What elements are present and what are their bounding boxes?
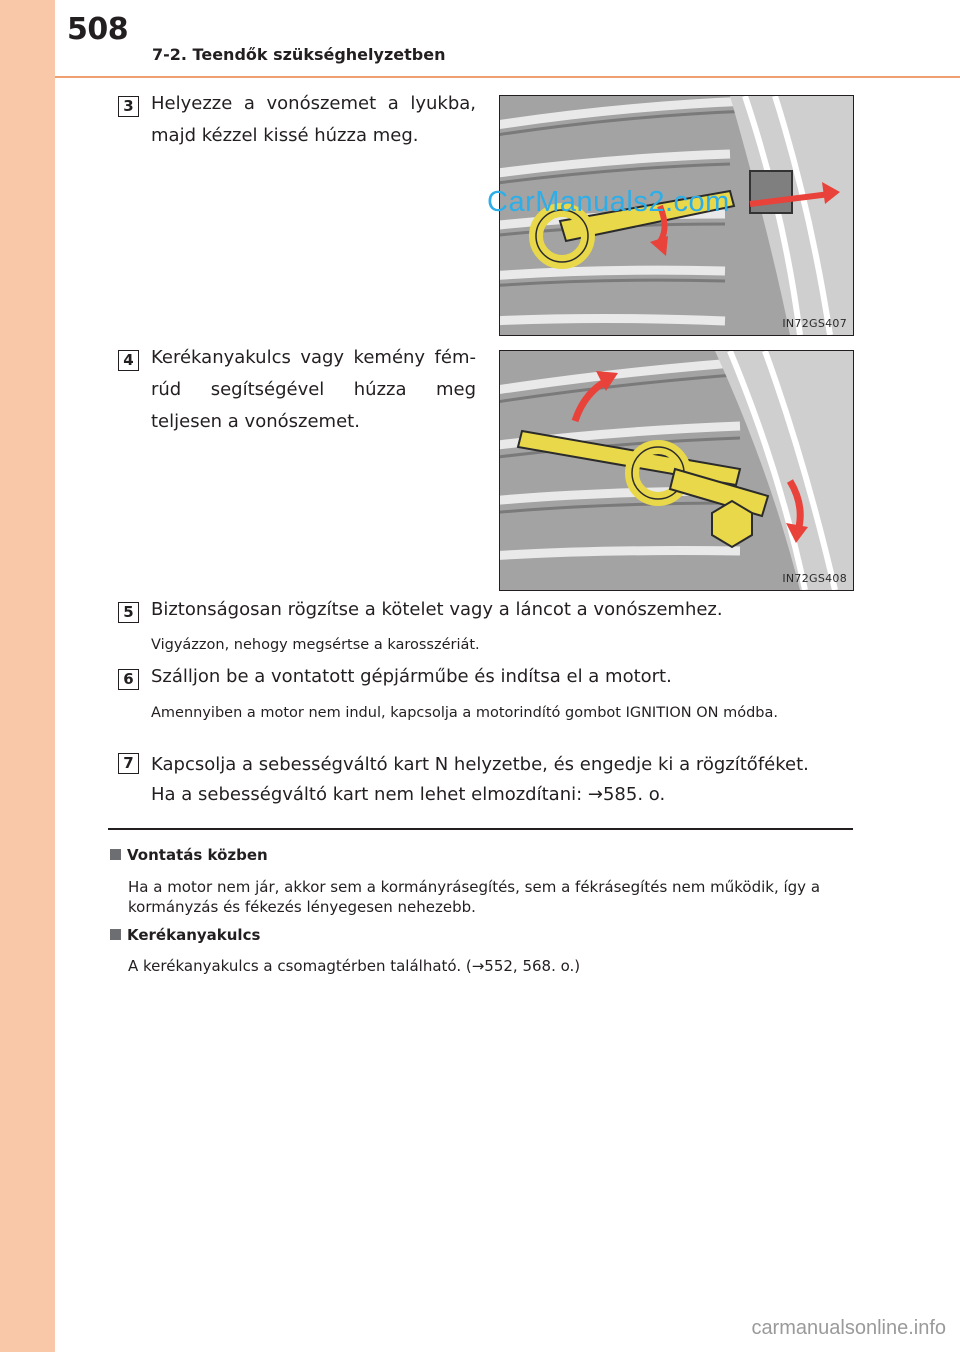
wheel-nut-wrench-tightening-illustration (500, 351, 853, 590)
header-rule (55, 76, 960, 78)
step-number-3: 3 (118, 96, 139, 117)
step-number-6: 6 (118, 669, 139, 690)
chapter-title: 7-2. Teendők szükséghelyzetben (152, 45, 446, 64)
page-header (55, 0, 960, 74)
step-7-text-2: Ha a sebességváltó kart nem lehet elmozdítani: →585. o. (151, 784, 666, 805)
figure-wrench-tightening (499, 350, 854, 591)
figure-code-1: IN72GS407 (782, 317, 847, 330)
step-3-text: Helyezze a vonószemet a lyukba, majd kézzel kissé húzza meg. (151, 93, 476, 146)
step-number-4: 4 (118, 350, 139, 371)
step-number-5: 5 (118, 602, 139, 623)
square-bullet-icon (110, 929, 121, 940)
section-text-wrench: A kerékanyakulcs a csomagtérben található. (→552, 568. o.) (128, 957, 581, 975)
step-4-text: Kerékanyakulcs vagy kemény fém-rúd segítségével húzza meg teljesen a vonószemet. (151, 347, 476, 432)
section-divider (108, 828, 853, 830)
watermark-text: CarManuals2.com (487, 186, 730, 218)
step-6-text: Szálljon be a vontatott gépjárműbe és indítsa el a motort. (151, 666, 672, 687)
step-number-7: 7 (118, 753, 139, 774)
square-bullet-icon (110, 849, 121, 860)
figure-code-2: IN72GS408 (782, 572, 847, 585)
step-7-text: Kapcsolja a sebességváltó kart N helyzetbe, és engedje ki a rögzítőféket. (151, 754, 809, 775)
step-5-note: Vigyázzon, nehogy megsértse a karosszériát. (151, 637, 480, 653)
section-heading-wrench (110, 926, 260, 944)
side-color-strip (0, 0, 55, 1352)
footer-watermark: carmanualsonline.info (751, 1317, 946, 1339)
section-text-towing: Ha a motor nem jár, akkor sem a kormányrásegítés, sem a fékrásegítés nem működik, így a kormányzás és fékezés lényegesen nehezebb. (128, 878, 821, 916)
section-title-wrench: Kerékanyakulcs (127, 926, 261, 944)
step-5-text: Biztonságosan rögzítse a kötelet vagy a láncot a vonószemhez. (151, 599, 723, 620)
page-number: 508 (67, 12, 129, 47)
section-heading-towing (110, 846, 268, 864)
section-title-towing: Vontatás közben (127, 846, 268, 864)
step-6-note: Amennyiben a motor nem indul, kapcsolja a motorindító gombot IGNITION ON módba. (151, 705, 778, 721)
